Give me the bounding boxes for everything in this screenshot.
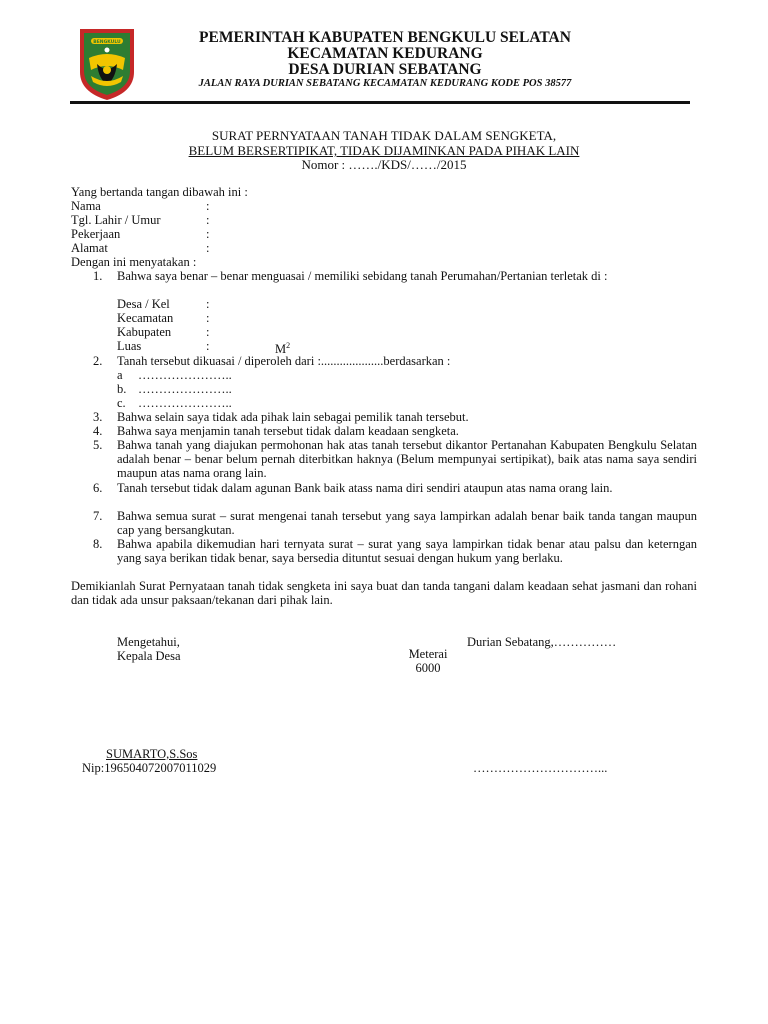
land-field-colon: : [206,311,210,325]
village-head-nip: Nip:196504072007011029 [82,761,217,775]
sub-item-letter: b. [117,382,127,396]
letterhead-divider [70,101,690,104]
letterhead-village: DESA DURIAN SEBATANG [288,61,482,78]
item-number: 2. [93,354,103,368]
declaration-intro: Dengan ini menyatakan : [71,255,197,269]
item-text: Bahwa semua surat – surat mengenai tanah tersebut yang saya lampirkan adalah benar baik tanda tangan maupun cap yang bersangkutan. [117,509,697,537]
item-text: Bahwa saya menjamin tanah tersebut tidak dalam keadaan sengketa. [117,424,459,438]
sub-item-dots: ………………….. [138,368,232,382]
item-text: Tanah tersebut dikuasai / diperoleh dari :....................berdasarkan : [117,354,451,368]
land-field-label: Kabupaten [117,325,172,339]
item-number: 3. [93,410,103,424]
identity-label: Tgl. Lahir / Umur [71,213,161,227]
land-field-label: Luas [117,339,142,353]
item-text: Bahwa tanah yang diajukan permohonan hak atas tanah tersebut dikantor Pertanahan Kabupaten Bengkulu Selatan adalah benar – benar belum pernah diterbitkan haknya (Belum mempunyai sertipikat), baik atas nama saya sendiri maupun atas nama orang lain. [117,438,697,480]
item-number: 8. [93,537,103,551]
identity-colon: : [206,241,210,255]
identity-label: Alamat [71,241,108,255]
letterhead-district: KECAMATAN KEDURANG [287,45,483,62]
letterhead-government: PEMERINTAH KABUPATEN BENGKULU SELATAN [199,29,571,46]
intro-text: Yang bertanda tangan dibawah ini : [71,185,248,199]
identity-label: Nama [71,199,101,213]
item-number: 6. [93,481,103,495]
stamp-value: 6000 [415,661,441,675]
regency-emblem [77,26,137,102]
letter-number: Nomor : ……./KDS/……/2015 [301,157,467,172]
land-field-colon: : [206,325,210,339]
item-number: 1. [93,269,103,283]
letterhead-address: JALAN RAYA DURIAN SEBATANG KECAMATAN KEDURANG KODE POS 38577 [198,78,572,89]
identity-label: Pekerjaan [71,227,121,241]
village-head-name: SUMARTO,S.Sos [106,747,198,761]
item-number: 4. [93,424,103,438]
identity-colon: : [206,227,210,241]
sub-item-dots: ………………….. [138,382,232,396]
sub-item-letter: a [117,368,123,382]
place-date: Durian Sebatang,…………… [467,635,617,649]
item-text: Bahwa apabila dikemudian hari ternyata surat – surat yang saya lampirkan tidak benar atau palsu dan keterngan yang saya berikan tidak benar, saya bersedia dituntut sesuai dengan hukum yang berlaku. [117,537,697,565]
land-field-colon: : [206,297,210,311]
area-unit: $M^2$ [275,341,291,357]
sub-item-dots: ………………….. [138,396,232,410]
identity-colon: : [206,199,210,213]
item-number: 7. [93,509,103,523]
village-head-label: Kepala Desa [117,649,181,663]
statement-subtitle: BELUM BERSERTIPIKAT, TIDAK DIJAMINKAN PADA PIHAK LAIN [188,143,580,158]
stamp-label: Meterai [408,647,448,661]
sub-item-letter: c. [117,396,126,410]
land-field-colon: : [206,339,210,353]
closing-paragraph: Demikianlah Surat Pernyataan tanah tidak sengketa ini saya buat dan tanda tangani dalam keadaan sehat jasmani dan rohani dan tidak ada unsur paksaan/tekanan dari pihak lain. [71,579,697,607]
declarant-signature-line: …………………………... [473,761,608,775]
land-field-label: Desa / Kel [117,297,170,311]
item-text: Tanah tersebut tidak dalam agunan Bank baik atass nama diri sendiri ataupun atas nama orang lain. [117,481,613,495]
svg-text:BENGKULU: BENGKULU [93,40,121,45]
item-text: Bahwa selain saya tidak ada pihak lain sebagai pemilik tanah tersebut. [117,410,469,424]
identity-colon: : [206,213,210,227]
statement-title: SURAT PERNYATAAN TANAH TIDAK DALAM SENGKETA, [211,128,557,143]
acknowledge-label: Mengetahui, [117,635,180,649]
item-number: 5. [93,438,103,452]
item-text: Bahwa saya benar – benar menguasai / memiliki sebidang tanah Perumahan/Pertanian terletak di : [117,269,608,283]
land-field-label: Kecamatan [117,311,174,325]
